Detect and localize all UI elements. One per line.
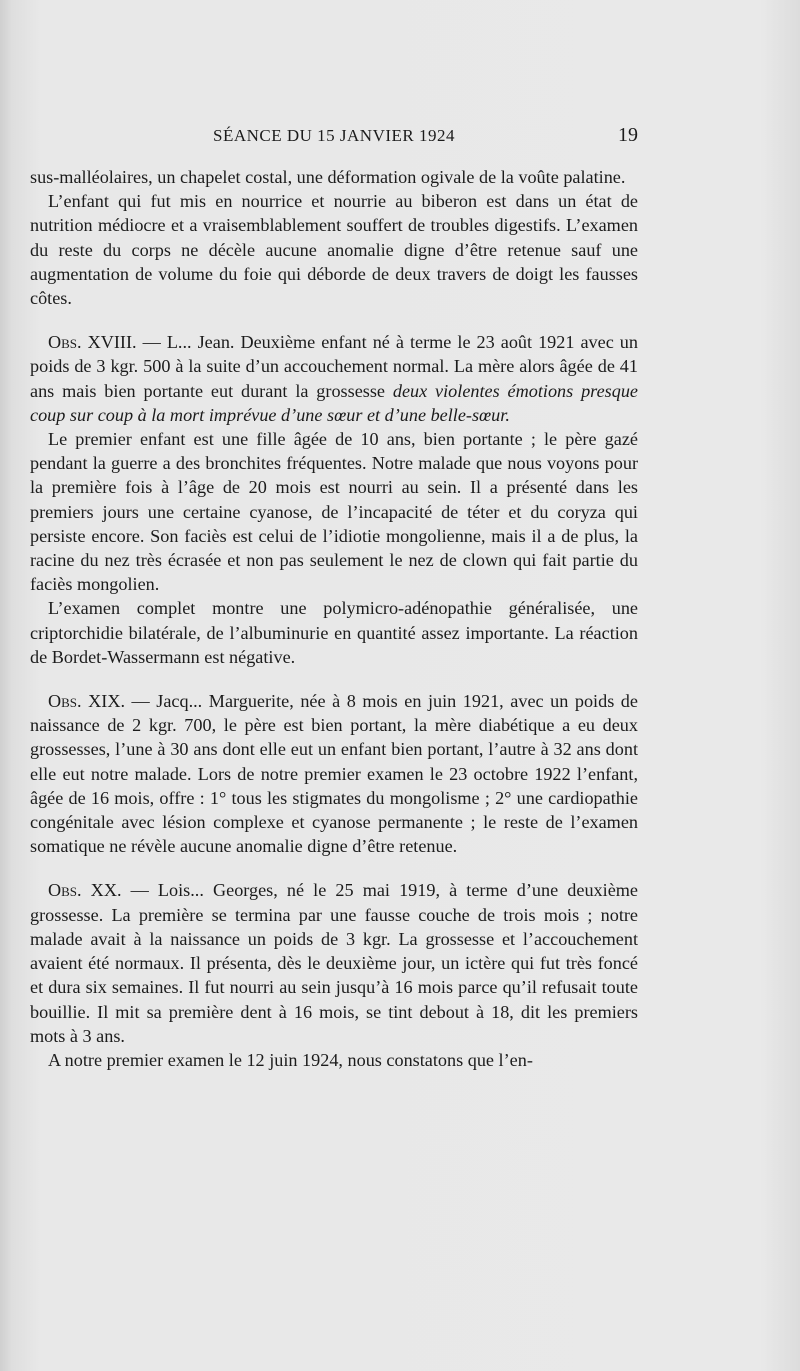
observation-xx	[30, 878, 638, 1047]
observation-text: — Lois... Georges, né le 25 mai 1919, à terme d’une deuxième grossesse. La première se termina par une fausse couche de trois mois ; notre malade avait à la naissance un poids de 3 kgr. La grossesse et l’accouchement avaient été normaux. Il présenta, dès le deuxième jour, un ictère qui fut très foncé et dura six semaines. Il fut nourri au sein jusqu’à 16 mois parce qu’il refusait toute bouillie. Il mit sa première dent à 16 mois, se tint debout à 18, dit les premiers mots à 3 ans.	[30, 880, 638, 1046]
page-header	[30, 122, 638, 152]
observation-label: Obs. XVIII.	[48, 332, 137, 353]
paragraph-continuation: sus-malléolaires, un chapelet costal, une déformation ogivale de la voûte palatine.	[30, 167, 626, 187]
observation-text: — Jacq... Marguerite, née à 8 mois en juin 1921, avec un poids de naissance de 2 kgr. 700, le père est bien portant, la mère diabétique a eu deux grossesses, l’une à 30 ans dont elle eut un enfant bien portant, l’autre à 32 ans dont elle eut notre malade. Lors de notre premier examen le 23 octobre 1922 l’enfant, âgée de 16 mois, offre : 1° tous les stigmates du mongolisme ; 2° une cardiopathie congénitale avec lésion complexe et cyanose permanente ; le reste de l’examen somatique ne révèle aucune anomalie digne d’être retenue.	[30, 691, 638, 857]
running-head-date: 15 JANVIER 1924	[317, 126, 455, 145]
observation-xix	[30, 689, 638, 858]
paragraph-family: Le premier enfant est une fille âgée de 10 ans, bien portante ; le père gazé pendant la guerre a des bronchites fréquentes. Notre malade que nous voyons pour la première fois à l’âge de 20 mois est nourri au sein. Il a présenté dans les premiers jours une certaine cyanose, de l’incapacité de téter et du coryza qui persiste encore. Son faciès est celui de l’idiotie mongolienne, mais il a de plus, la racine du nez très écrasée et non pas seulement le nez de clown qui fait partie du faciès mongolien.	[30, 429, 638, 595]
observation-italic-text: deux violentes émotions presque coup sur coup à la mort imprévue d’une sœur et d’une belle-sœur.	[30, 380, 638, 425]
running-head-session: SÉANCE DU	[212, 126, 318, 145]
paragraph-first-exam: A notre premier examen le 12 juin 1924, nous constatons que l’en-	[48, 1049, 533, 1070]
observation-label: Obs. XIX.	[48, 691, 125, 712]
paragraph-nutrition: L’enfant qui fut mis en nourrice et nourrie au biberon est dans un état de nutrition médiocre et a vraisemblablement souffert de troubles digestifs. L’examen du reste du corps ne décèle aucune anomalie digne d’être retenue sauf une augmentation de volume du foie qui déborde de deux travers de doigt les fausses côtes.	[30, 191, 638, 309]
page-number: 19	[618, 124, 638, 146]
running-head	[30, 126, 638, 146]
paragraph-exam: L’examen complet montre une polymicro-adénopathie généralisée, une criptorchidie bilatérale, de l’albuminurie en quantité assez importante. La réaction de Bordet-Wassermann est négative.	[30, 598, 638, 667]
observation-label: Obs. XX.	[48, 880, 122, 901]
page-body	[30, 165, 638, 1072]
observation-text: — L... Jean. Deuxième enfant né à terme le 23 août 1921 avec un poids de 3 kgr. 500 à la suite d’un accouchement normal. La mère alors âgée de 41 ans mais bien portante eut durant la grossesse	[30, 332, 638, 401]
observation-xviii	[30, 330, 638, 427]
